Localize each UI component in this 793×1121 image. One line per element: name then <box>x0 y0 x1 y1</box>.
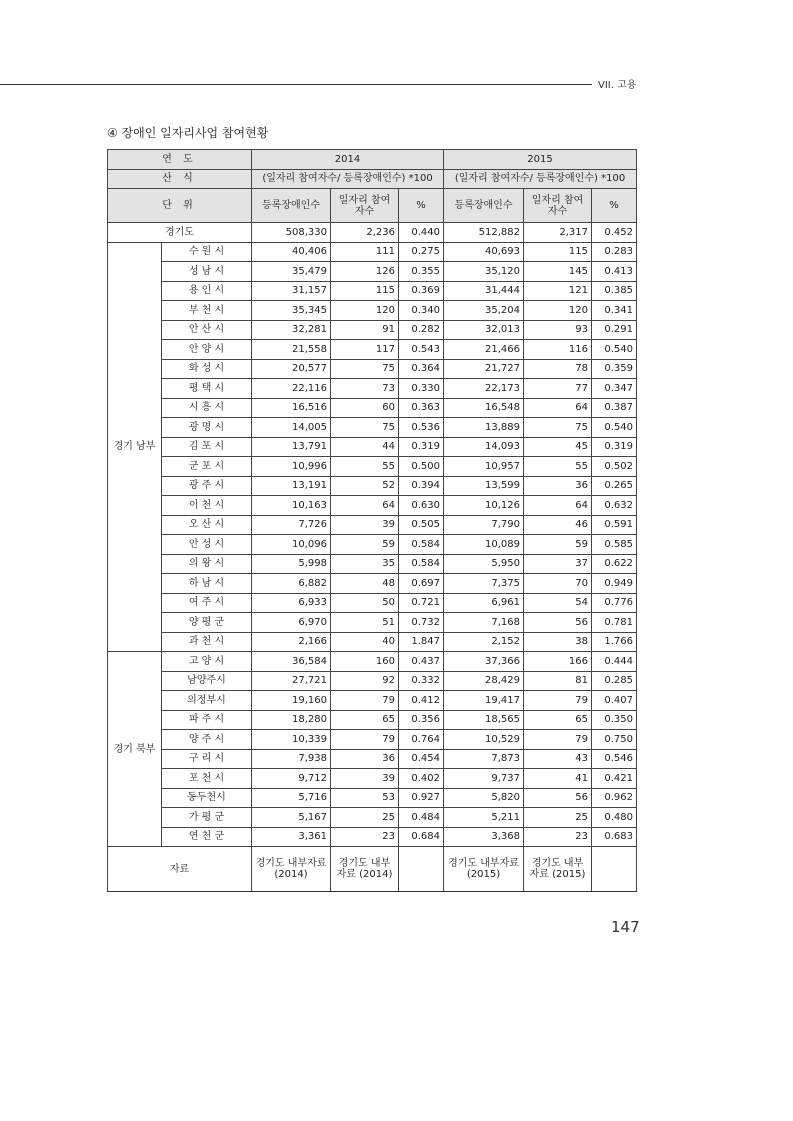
chapter-header: VII. 고용 <box>598 80 637 91</box>
data-cell: 0.421 <box>592 769 637 789</box>
table-row <box>108 574 637 594</box>
data-cell: 0.319 <box>399 437 444 457</box>
table-row <box>108 691 637 711</box>
source-cell <box>592 847 637 892</box>
participation-table <box>107 149 637 892</box>
city-name: 파 주 시 <box>162 710 252 730</box>
data-cell: 39 <box>331 515 399 535</box>
data-cell: 7,790 <box>444 515 524 535</box>
table-row <box>108 320 637 340</box>
data-cell: 56 <box>524 788 592 808</box>
city-name: 의 왕 시 <box>162 554 252 574</box>
data-cell: 0.584 <box>399 554 444 574</box>
data-cell: 0.591 <box>592 515 637 535</box>
header-rule <box>0 84 592 85</box>
data-cell: 160 <box>331 652 399 672</box>
city-name: 양 주 시 <box>162 730 252 750</box>
data-cell: 16,548 <box>444 398 524 418</box>
data-cell: 0.750 <box>592 730 637 750</box>
data-cell: 38 <box>524 632 592 652</box>
data-cell: 51 <box>331 613 399 633</box>
data-cell: 0.359 <box>592 359 637 379</box>
table-row-total <box>108 223 637 243</box>
city-name: 의정부시 <box>162 691 252 711</box>
data-cell: 44 <box>331 437 399 457</box>
city-name: 안 양 시 <box>162 340 252 360</box>
data-cell: 79 <box>331 730 399 750</box>
data-cell: 36,584 <box>252 652 331 672</box>
city-name: 과 천 시 <box>162 632 252 652</box>
city-name: 포 천 시 <box>162 769 252 789</box>
data-cell: 0.347 <box>592 379 637 399</box>
data-cell: 0.536 <box>399 418 444 438</box>
region-group-label: 경기 남부 <box>108 242 162 652</box>
total-cell: 512,882 <box>444 223 524 243</box>
source-cell: 경기도 내부자료 (2015) <box>524 847 592 892</box>
data-cell: 0.584 <box>399 535 444 555</box>
data-cell: 40,693 <box>444 242 524 262</box>
data-cell: 0.385 <box>592 281 637 301</box>
city-name: 동두천시 <box>162 788 252 808</box>
data-cell: 2,166 <box>252 632 331 652</box>
city-name: 용 인 시 <box>162 281 252 301</box>
data-cell: 10,126 <box>444 496 524 516</box>
data-cell: 54 <box>524 593 592 613</box>
data-cell: 126 <box>331 262 399 282</box>
header-row-formula <box>108 169 637 189</box>
data-cell: 36 <box>524 476 592 496</box>
data-cell: 5,820 <box>444 788 524 808</box>
city-name: 가 평 군 <box>162 808 252 828</box>
table-row <box>108 671 637 691</box>
data-cell: 79 <box>331 691 399 711</box>
data-cell: 116 <box>524 340 592 360</box>
total-name: 경기도 <box>108 223 252 243</box>
table-row <box>108 749 637 769</box>
data-cell: 120 <box>331 301 399 321</box>
data-cell: 120 <box>524 301 592 321</box>
data-cell: 0.732 <box>399 613 444 633</box>
city-name: 김 포 시 <box>162 437 252 457</box>
table-row <box>108 242 637 262</box>
data-cell: 0.585 <box>592 535 637 555</box>
data-cell: 40,406 <box>252 242 331 262</box>
data-cell: 65 <box>331 710 399 730</box>
data-cell: 27,721 <box>252 671 331 691</box>
data-cell: 0.340 <box>399 301 444 321</box>
data-cell: 39 <box>331 769 399 789</box>
table-row <box>108 437 637 457</box>
data-cell: 20,577 <box>252 359 331 379</box>
data-cell: 13,889 <box>444 418 524 438</box>
table-row <box>108 418 637 438</box>
data-cell: 55 <box>524 457 592 477</box>
total-cell: 508,330 <box>252 223 331 243</box>
data-cell: 64 <box>524 398 592 418</box>
table-row <box>108 710 637 730</box>
formula-2015: (일자리 참여자수/ 등록장애인수) *100 <box>444 169 637 189</box>
col-registered-2015: 등록장애인수 <box>444 189 524 223</box>
region-group-label: 경기 북부 <box>108 652 162 847</box>
data-cell: 0.505 <box>399 515 444 535</box>
col-participants-2015: 일자리 참여자수 <box>524 189 592 223</box>
city-name: 양 평 군 <box>162 613 252 633</box>
total-cell: 0.440 <box>399 223 444 243</box>
col-participants-2014: 일자리 참여자수 <box>331 189 399 223</box>
data-cell: 0.275 <box>399 242 444 262</box>
data-cell: 21,727 <box>444 359 524 379</box>
data-cell: 0.949 <box>592 574 637 594</box>
table-row <box>108 379 637 399</box>
data-cell: 55 <box>331 457 399 477</box>
data-cell: 79 <box>524 691 592 711</box>
data-cell: 41 <box>524 769 592 789</box>
data-cell: 36 <box>331 749 399 769</box>
city-name: 부 천 시 <box>162 301 252 321</box>
data-cell: 75 <box>331 418 399 438</box>
data-cell: 0.364 <box>399 359 444 379</box>
data-cell: 23 <box>524 827 592 847</box>
data-cell: 81 <box>524 671 592 691</box>
data-cell: 3,361 <box>252 827 331 847</box>
city-name: 연 천 군 <box>162 827 252 847</box>
table-row <box>108 613 637 633</box>
col-percent-2015: % <box>592 189 637 223</box>
table-row <box>108 808 637 828</box>
data-cell: 5,211 <box>444 808 524 828</box>
table-row <box>108 301 637 321</box>
data-cell: 0.683 <box>592 827 637 847</box>
data-cell: 10,339 <box>252 730 331 750</box>
table-row-source <box>108 847 637 892</box>
table-row <box>108 652 637 672</box>
data-cell: 50 <box>331 593 399 613</box>
data-cell: 35 <box>331 554 399 574</box>
table-row <box>108 340 637 360</box>
city-name: 화 성 시 <box>162 359 252 379</box>
city-name: 여 주 시 <box>162 593 252 613</box>
data-cell: 115 <box>331 281 399 301</box>
data-cell: 0.285 <box>592 671 637 691</box>
data-cell: 22,116 <box>252 379 331 399</box>
data-cell: 0.330 <box>399 379 444 399</box>
data-cell: 6,933 <box>252 593 331 613</box>
city-name: 구 리 시 <box>162 749 252 769</box>
data-cell: 3,368 <box>444 827 524 847</box>
city-name: 광 명 시 <box>162 418 252 438</box>
data-cell: 78 <box>524 359 592 379</box>
page-number: 147 <box>611 918 640 936</box>
data-cell: 0.543 <box>399 340 444 360</box>
table-row <box>108 788 637 808</box>
data-cell: 70 <box>524 574 592 594</box>
data-cell: 0.764 <box>399 730 444 750</box>
city-name: 이 천 시 <box>162 496 252 516</box>
col-registered-2014: 등록장애인수 <box>252 189 331 223</box>
table-row <box>108 281 637 301</box>
table-row <box>108 359 637 379</box>
data-cell: 56 <box>524 613 592 633</box>
data-cell: 13,191 <box>252 476 331 496</box>
data-cell: 145 <box>524 262 592 282</box>
source-cell: 경기도 내부자료 (2015) <box>444 847 524 892</box>
data-cell: 18,280 <box>252 710 331 730</box>
data-cell: 18,565 <box>444 710 524 730</box>
data-cell: 13,791 <box>252 437 331 457</box>
table-row <box>108 535 637 555</box>
data-cell: 111 <box>331 242 399 262</box>
data-cell: 0.546 <box>592 749 637 769</box>
data-cell: 65 <box>524 710 592 730</box>
city-name: 하 남 시 <box>162 574 252 594</box>
table-row <box>108 730 637 750</box>
data-cell: 35,204 <box>444 301 524 321</box>
data-cell: 6,882 <box>252 574 331 594</box>
data-cell: 28,429 <box>444 671 524 691</box>
data-cell: 25 <box>331 808 399 828</box>
data-cell: 7,873 <box>444 749 524 769</box>
data-cell: 73 <box>331 379 399 399</box>
data-cell: 121 <box>524 281 592 301</box>
data-cell: 0.413 <box>592 262 637 282</box>
data-cell: 0.355 <box>399 262 444 282</box>
total-cell: 2,236 <box>331 223 399 243</box>
data-cell: 64 <box>524 496 592 516</box>
formula-2014: (일자리 참여자수/ 등록장애인수) *100 <box>252 169 444 189</box>
data-cell: 0.502 <box>592 457 637 477</box>
data-cell: 7,375 <box>444 574 524 594</box>
data-cell: 0.350 <box>592 710 637 730</box>
data-cell: 48 <box>331 574 399 594</box>
source-cell: 경기도 내부자료 (2014) <box>252 847 331 892</box>
data-cell: 6,961 <box>444 593 524 613</box>
data-cell: 6,970 <box>252 613 331 633</box>
data-cell: 0.721 <box>399 593 444 613</box>
city-name: 남양주시 <box>162 671 252 691</box>
data-cell: 31,444 <box>444 281 524 301</box>
data-cell: 75 <box>524 418 592 438</box>
year-2015: 2015 <box>444 150 637 170</box>
data-cell: 60 <box>331 398 399 418</box>
data-cell: 13,599 <box>444 476 524 496</box>
city-name: 수 원 시 <box>162 242 252 262</box>
data-cell: 35,120 <box>444 262 524 282</box>
data-cell: 59 <box>524 535 592 555</box>
data-cell: 0.412 <box>399 691 444 711</box>
data-cell: 10,096 <box>252 535 331 555</box>
data-cell: 16,516 <box>252 398 331 418</box>
data-cell: 5,950 <box>444 554 524 574</box>
formula-label: 산 식 <box>108 169 252 189</box>
data-cell: 77 <box>524 379 592 399</box>
data-cell: 64 <box>331 496 399 516</box>
data-cell: 7,726 <box>252 515 331 535</box>
data-cell: 37 <box>524 554 592 574</box>
data-cell: 59 <box>331 535 399 555</box>
data-cell: 0.480 <box>592 808 637 828</box>
year-2014: 2014 <box>252 150 444 170</box>
data-cell: 1.847 <box>399 632 444 652</box>
city-name: 오 산 시 <box>162 515 252 535</box>
table-row <box>108 515 637 535</box>
data-cell: 5,716 <box>252 788 331 808</box>
data-cell: 35,479 <box>252 262 331 282</box>
data-cell: 21,558 <box>252 340 331 360</box>
data-cell: 0.484 <box>399 808 444 828</box>
data-cell: 0.332 <box>399 671 444 691</box>
data-cell: 0.632 <box>592 496 637 516</box>
data-cell: 5,998 <box>252 554 331 574</box>
data-cell: 0.369 <box>399 281 444 301</box>
data-cell: 53 <box>331 788 399 808</box>
table-row <box>108 827 637 847</box>
table-row <box>108 632 637 652</box>
data-cell: 0.540 <box>592 418 637 438</box>
data-cell: 10,529 <box>444 730 524 750</box>
data-cell: 25 <box>524 808 592 828</box>
data-cell: 0.697 <box>399 574 444 594</box>
data-cell: 7,938 <box>252 749 331 769</box>
data-cell: 45 <box>524 437 592 457</box>
data-cell: 9,712 <box>252 769 331 789</box>
data-cell: 0.444 <box>592 652 637 672</box>
city-name: 광 주 시 <box>162 476 252 496</box>
data-cell: 0.776 <box>592 593 637 613</box>
data-cell: 0.927 <box>399 788 444 808</box>
data-cell: 32,281 <box>252 320 331 340</box>
source-cell: 경기도 내부자료 (2014) <box>331 847 399 892</box>
city-name: 성 남 시 <box>162 262 252 282</box>
city-name: 안 산 시 <box>162 320 252 340</box>
data-cell: 0.394 <box>399 476 444 496</box>
data-cell: 10,089 <box>444 535 524 555</box>
data-cell: 43 <box>524 749 592 769</box>
data-cell: 0.341 <box>592 301 637 321</box>
data-cell: 1.766 <box>592 632 637 652</box>
data-cell: 117 <box>331 340 399 360</box>
data-cell: 0.283 <box>592 242 637 262</box>
data-cell: 0.540 <box>592 340 637 360</box>
header-row-year <box>108 150 637 170</box>
data-cell: 0.291 <box>592 320 637 340</box>
data-cell: 40 <box>331 632 399 652</box>
table-row <box>108 554 637 574</box>
data-cell: 0.387 <box>592 398 637 418</box>
data-cell: 0.622 <box>592 554 637 574</box>
table-row <box>108 769 637 789</box>
source-cell <box>399 847 444 892</box>
data-cell: 0.402 <box>399 769 444 789</box>
data-cell: 0.962 <box>592 788 637 808</box>
header-row-unit <box>108 189 637 223</box>
data-cell: 7,168 <box>444 613 524 633</box>
city-name: 군 포 시 <box>162 457 252 477</box>
data-cell: 0.282 <box>399 320 444 340</box>
data-cell: 0.356 <box>399 710 444 730</box>
city-name: 시 흥 시 <box>162 398 252 418</box>
data-cell: 0.781 <box>592 613 637 633</box>
data-cell: 10,957 <box>444 457 524 477</box>
data-cell: 32,013 <box>444 320 524 340</box>
data-cell: 23 <box>331 827 399 847</box>
data-cell: 9,737 <box>444 769 524 789</box>
col-percent-2014: % <box>399 189 444 223</box>
table-row <box>108 593 637 613</box>
data-cell: 21,466 <box>444 340 524 360</box>
data-cell: 75 <box>331 359 399 379</box>
data-cell: 115 <box>524 242 592 262</box>
data-cell: 37,366 <box>444 652 524 672</box>
table-row <box>108 496 637 516</box>
data-cell: 19,160 <box>252 691 331 711</box>
total-cell: 2,317 <box>524 223 592 243</box>
city-name: 고 양 시 <box>162 652 252 672</box>
year-label: 연 도 <box>108 150 252 170</box>
data-cell: 79 <box>524 730 592 750</box>
data-cell: 5,167 <box>252 808 331 828</box>
table-row <box>108 262 637 282</box>
table-row <box>108 398 637 418</box>
data-cell: 0.265 <box>592 476 637 496</box>
data-cell: 22,173 <box>444 379 524 399</box>
data-cell: 35,345 <box>252 301 331 321</box>
data-cell: 19,417 <box>444 691 524 711</box>
data-cell: 0.684 <box>399 827 444 847</box>
table-row <box>108 476 637 496</box>
data-cell: 0.437 <box>399 652 444 672</box>
city-name: 안 성 시 <box>162 535 252 555</box>
unit-label: 단 위 <box>108 189 252 223</box>
data-cell: 0.319 <box>592 437 637 457</box>
data-cell: 2,152 <box>444 632 524 652</box>
data-cell: 93 <box>524 320 592 340</box>
data-cell: 10,996 <box>252 457 331 477</box>
data-cell: 0.630 <box>399 496 444 516</box>
data-cell: 31,157 <box>252 281 331 301</box>
data-cell: 0.454 <box>399 749 444 769</box>
data-cell: 92 <box>331 671 399 691</box>
data-cell: 0.407 <box>592 691 637 711</box>
data-cell: 0.363 <box>399 398 444 418</box>
section-title: ④ 장애인 일자리사업 참여현황 <box>107 126 269 140</box>
data-cell: 10,163 <box>252 496 331 516</box>
data-cell: 0.500 <box>399 457 444 477</box>
data-cell: 46 <box>524 515 592 535</box>
total-cell: 0.452 <box>592 223 637 243</box>
data-cell: 14,093 <box>444 437 524 457</box>
source-label: 자료 <box>108 847 252 892</box>
data-cell: 52 <box>331 476 399 496</box>
city-name: 평 택 시 <box>162 379 252 399</box>
data-cell: 166 <box>524 652 592 672</box>
table-row <box>108 457 637 477</box>
data-cell: 91 <box>331 320 399 340</box>
data-cell: 14,005 <box>252 418 331 438</box>
